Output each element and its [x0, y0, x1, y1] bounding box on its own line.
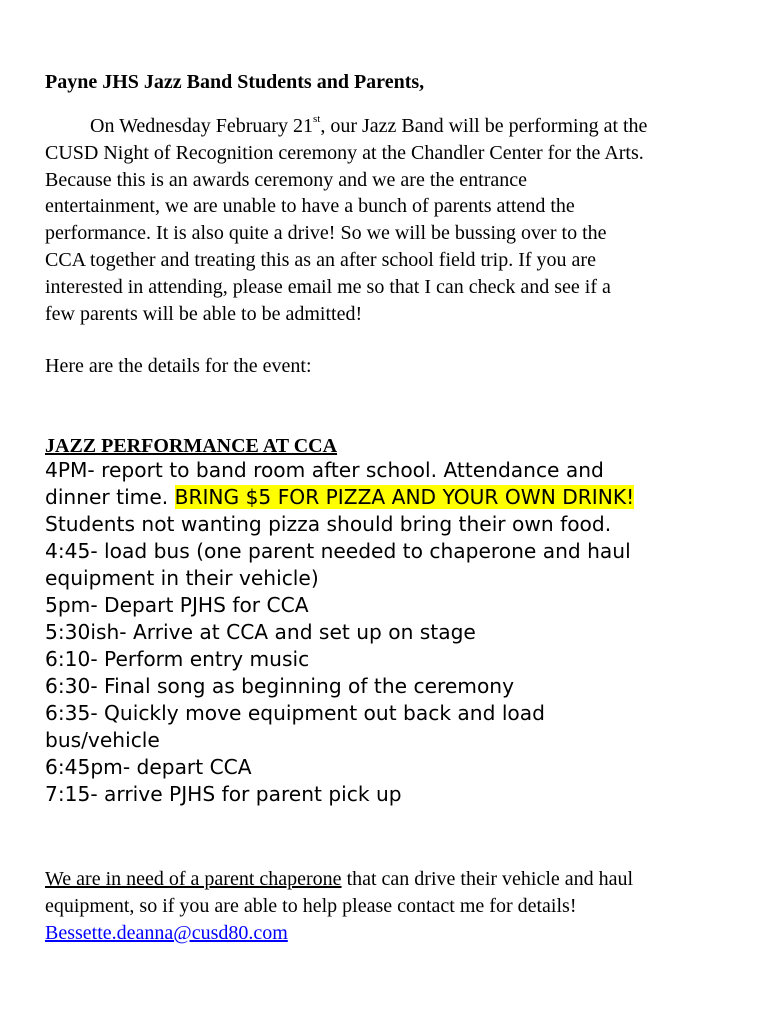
- intro-line-rest: , our Jazz Band will be performing at the: [320, 115, 648, 137]
- intro-line: performance. It is also quite a drive! So we will be bussing over to the: [45, 222, 607, 245]
- schedule-line: 6:30- Final song as beginning of the ceremony: [45, 674, 515, 698]
- ordinal-suffix: st: [312, 113, 321, 126]
- schedule-line: 7:15- arrive PJHS for parent pick up: [45, 782, 402, 806]
- closing-line: equipment, so if you are able to help please contact me for details!: [45, 894, 577, 917]
- intro-date-text: On Wednesday February 21: [90, 115, 313, 137]
- schedule-line: 6:45pm- depart CCA: [45, 755, 252, 779]
- intro-line: few parents will be able to be admitted!: [45, 302, 363, 325]
- schedule-line: 5pm- Depart PJHS for CCA: [45, 593, 309, 617]
- schedule-line: 6:10- Perform entry music: [45, 647, 310, 671]
- schedule-line: 4PM- report to band room after school. Attendance and: [45, 458, 604, 482]
- chaperone-request: We are in need of a parent chaperone: [45, 868, 342, 890]
- details-intro: Here are the details for the event:: [45, 355, 312, 377]
- schedule-text: dinner time.: [45, 485, 175, 509]
- intro-line: CCA together and treating this as an after school field trip. If you are: [45, 248, 596, 271]
- intro-line: interested in attending, please email me so that I can check and see if a: [45, 275, 611, 298]
- intro-line: [45, 113, 745, 140]
- schedule-line: 4:45- load bus (one parent needed to chaperone and haul: [45, 539, 631, 563]
- schedule-line: Students not wanting pizza should bring their own food.: [45, 512, 612, 536]
- email-link[interactable]: Bessette.deanna@cusd80.com: [45, 921, 288, 944]
- closing-line: [45, 920, 745, 947]
- closing-text: that can drive their vehicle and haul: [341, 868, 634, 890]
- event-schedule: [45, 457, 745, 808]
- intro-line: Because this is an awards ceremony and we are the entrance: [45, 168, 528, 191]
- intro-paragraph: [45, 113, 745, 327]
- schedule-line: bus/vehicle: [45, 728, 160, 752]
- schedule-line: [45, 484, 745, 511]
- closing-paragraph: [45, 866, 745, 946]
- section-title: JAZZ PERFORMANCE AT CCA: [45, 435, 338, 457]
- schedule-line: equipment in their vehicle): [45, 566, 319, 590]
- intro-line: entertainment, we are unable to have a bunch of parents attend the: [45, 195, 575, 218]
- letter-greeting: Payne JHS Jazz Band Students and Parents,: [45, 71, 425, 93]
- intro-line: CUSD Night of Recognition ceremony at the Chandler Center for the Arts.: [45, 141, 644, 164]
- schedule-line: 5:30ish- Arrive at CCA and set up on stage: [45, 620, 476, 644]
- highlighted-notice: BRING $5 FOR PIZZA AND YOUR OWN DRINK!: [174, 485, 635, 509]
- schedule-line: 6:35- Quickly move equipment out back and load: [45, 701, 545, 725]
- closing-line: [45, 866, 745, 893]
